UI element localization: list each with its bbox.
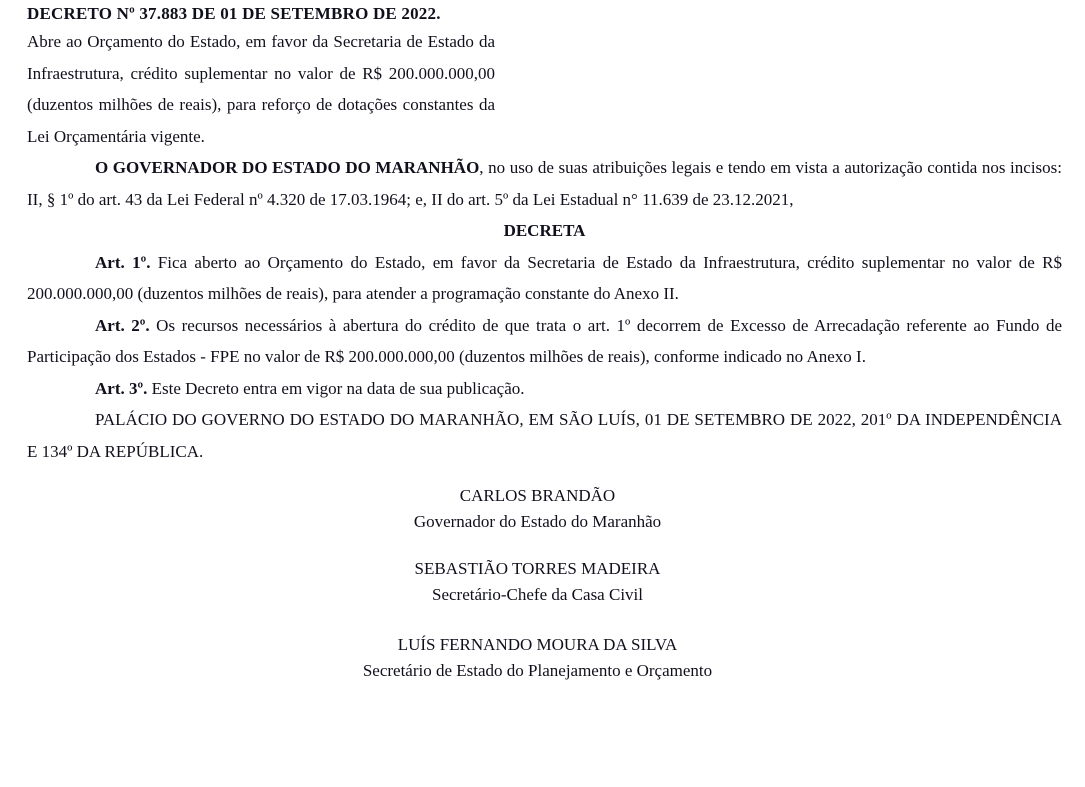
article-1 bbox=[27, 247, 1062, 310]
decree-summary: Abre ao Orçamento do Estado, em favor da Secretaria de Estado da Infraestrutura, crédito suplementar no valor de R$ 200.000.000,00 (duzentos milhões de reais), para reforço de dotações constantes da Lei Orçamentária vigente. bbox=[27, 32, 495, 146]
preamble-authorization-text: , no uso de suas atribuições legais e tendo em vista a autorização contida nos incisos: II, § 1º do art. 43 da Lei Federal nº 4.320 de 17.03.1964; e, II do art. 5º da Lei Estadual n° 11.639 de 23.12.2021, bbox=[27, 158, 1063, 209]
article-2-text: Os recursos necessários à abertura do crédito de que trata o art. 1º decorrem de Excesso de Arrecadação referente ao Fundo de Participação dos Estados - FPE no valor de R$ 200.000.000,00 (duzentos milhões de reais), conforme indicado no Anexo I. bbox=[27, 315, 1062, 366]
article-1-text: Fica aberto ao Orçamento do Estado, em favor da Secretaria de Estado da Infraestrutura, crédito suplementar no valor de R$ 200.000.000,00 (duzentos milhões de reais), para atender a programação constante do Anexo II. bbox=[27, 252, 1062, 303]
signature-governor-role: Governador do Estado do Maranhão bbox=[413, 511, 662, 531]
article-3-label: Art. 3º. bbox=[95, 378, 148, 398]
article-3 bbox=[27, 373, 1062, 405]
article-1-label: Art. 1º. bbox=[95, 252, 151, 272]
decree-title: DECRETO Nº 37.883 DE 01 DE SETEMBRO DE 2022. bbox=[27, 4, 441, 23]
article-2-label: Art. 2º. bbox=[95, 315, 150, 335]
article-2 bbox=[27, 310, 1062, 373]
decree-preamble bbox=[27, 152, 1062, 215]
signature-casa-civil-name: SEBASTIÃO TORRES MADEIRA bbox=[414, 559, 661, 578]
signature-planejamento bbox=[27, 632, 1048, 683]
decreta-heading: DECRETA bbox=[503, 221, 586, 240]
signature-casa-civil bbox=[27, 556, 1048, 607]
signature-governor bbox=[27, 483, 1048, 534]
article-3-text: Este Decreto entra em vigor na data de sua publicação. bbox=[147, 378, 525, 398]
signature-planejamento-name: LUÍS FERNANDO MOURA DA SILVA bbox=[397, 635, 678, 654]
closing-paragraph: PALÁCIO DO GOVERNO DO ESTADO DO MARANHÃO, EM SÃO LUÍS, 01 DE SETEMBRO DE 2022, 201º DA INDEPENDÊNCIA E 134º DA REPÚBLICA. bbox=[27, 410, 1062, 461]
signature-planejamento-role: Secretário de Estado do Planejamento e Orçamento bbox=[362, 660, 713, 680]
signature-block bbox=[27, 483, 1062, 683]
signature-casa-civil-role: Secretário-Chefe da Casa Civil bbox=[431, 584, 643, 604]
preamble-governor-lead: O GOVERNADOR DO ESTADO DO MARANHÃO bbox=[95, 158, 480, 177]
signature-governor-name: CARLOS BRANDÃO bbox=[459, 486, 616, 505]
